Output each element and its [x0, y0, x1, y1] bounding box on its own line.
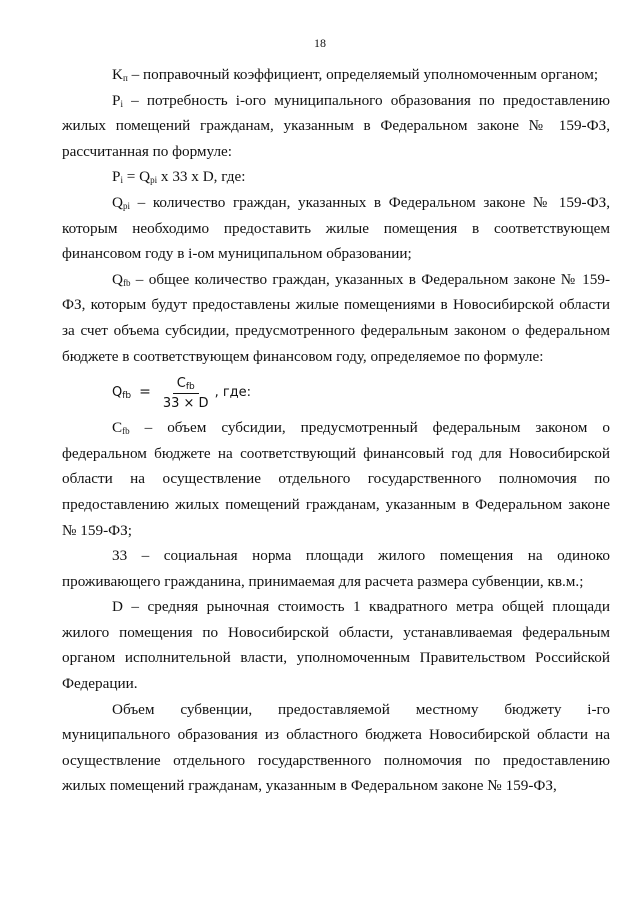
formula-numerator: $C_{fb}$ [173, 375, 199, 394]
formula-denominator: 33 × D [162, 395, 209, 411]
paragraph-d: D – средняя рыночная стоимость 1 квадратного метра общей площади жилого помещения по Новосибирской области, устанавливаемая федеральным органом исполнительной власти, уполномоченным Правительством Российской Федерации. [62, 598, 610, 693]
formula-tail: , где: [214, 385, 252, 401]
formula-fraction [159, 375, 213, 412]
paragraph-qfb: $Q_{fb}$ – общее количество граждан, указанных в Федеральном законе № 159-ФЗ, которым будут предоставлены жилые помещениями в Новосибирской области за счет объема субсидии, предусмотренного федеральным законом о федеральном бюджете в соответствующем финансовом году, определяемое по формуле: [62, 270, 610, 365]
formula-lhs: $Q_{fb}$ [112, 385, 132, 402]
paragraph-33: 33 – социальная норма площади жилого помещения на одиноко проживающего гражданина, принимаемая для расчета размера субвенции, кв.м.; [62, 547, 610, 590]
paragraph-subvention: Объем субвенции, предоставляемой местному бюджету i-го муниципального образования из областного бюджета Новосибирской области на осуществление отдельного государственного полномочия по предоставлению жилых помещений гражданам, указанным в Федеральном законе № 159-ФЗ, [62, 700, 610, 795]
paragraph-qpi: $Q_{pi}$ – количество граждан, указанных в Федеральном законе № 159-ФЗ, которым необходимо предоставить жилые помещения в соответствующем финансовом году в i-ом муниципальном образовании; [62, 193, 610, 263]
paragraph-pi: $P_i$ – потребность i-ого муниципального образования по предоставлению жилых помещений гражданам, указанным в Федеральном законе № 159-ФЗ, рассчитанная по формуле: [62, 91, 610, 160]
document-body [62, 62, 610, 799]
page-number: 18 [314, 36, 326, 50]
formula-pi: $P_i = Q_{pi}$ x 33 x D, где: [112, 168, 246, 186]
paragraph-kn: $K_п$ – поправочный коэффициент, определяемый уполномоченным органом; [112, 66, 599, 83]
formula-equals: = [139, 384, 151, 401]
paragraph-cfb: $C_{fb}$ – объем субсидии, предусмотренный федеральным законом о федеральном бюджете на соответствующий финансовый год для Новосибирской области на осуществление отдельного государственного полномочия по предоставлению жилых помещений гражданам, указанным в Федеральном законе № 159-ФЗ; [62, 419, 610, 539]
formula-qfb [112, 373, 610, 413]
